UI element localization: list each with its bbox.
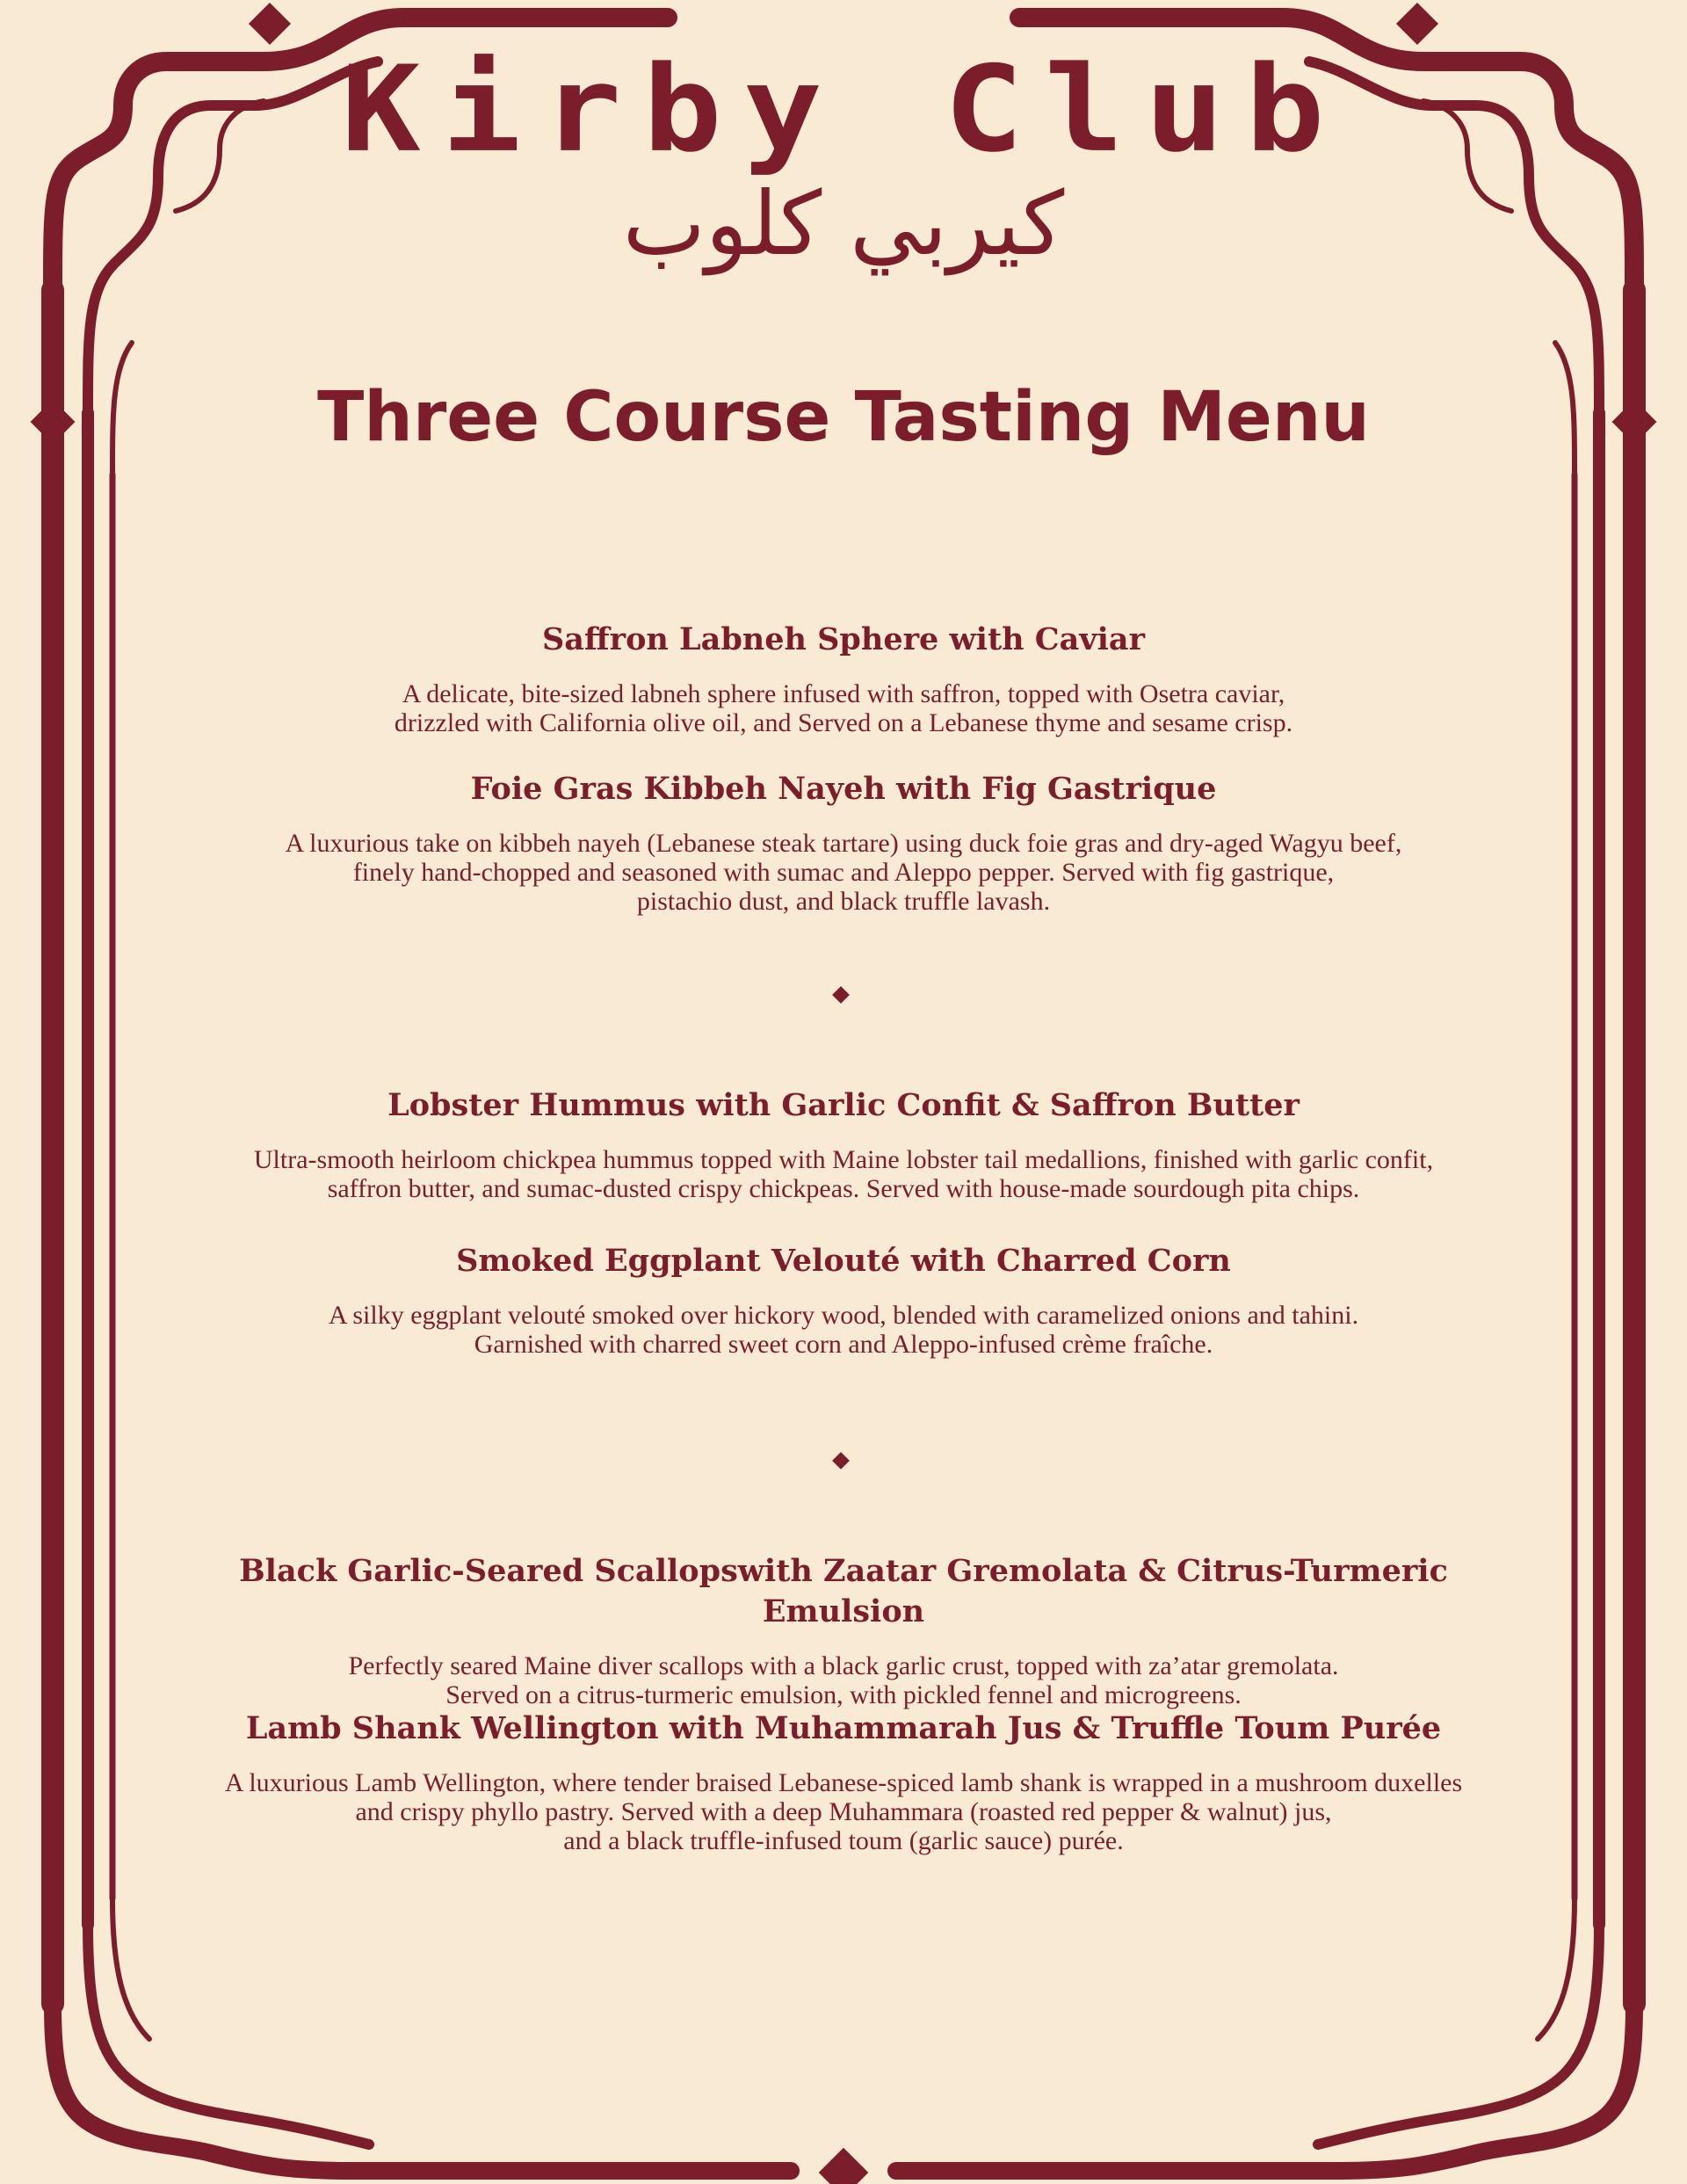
dish-item [158,620,1529,737]
dish-description: Ultra-smooth heirloom chickpea hummus topped with Maine lobster tail medallions, finished with garlic confit, saffron butter, and sumac-dusted crispy chickpeas. Served with house-made sourdough pita chips. [253,1145,1434,1203]
dish-name: Saffron Labneh Sphere with Caviar [541,621,1146,657]
dish-description: A silky eggplant velouté smoked over hickory wood, blended with caramelized onions and tahini. Garnished with charred sweet corn and Aleppo-infused crème fraîche. [328,1301,1359,1359]
dish-description: Perfectly seared Maine diver scallops with a black garlic crust, topped with za’atar gremolata. Served on a citrus-turmeric emulsion, with pickled fennel and microgreens. [348,1651,1339,1709]
dish-item [158,769,1529,916]
restaurant-logo [0,35,1687,185]
dish-name: Foie Gras Kibbeh Nayeh with Fig Gastrique [470,771,1217,807]
dish-name: Lobster Hummus with Garlic Confit & Saffron Butter [387,1087,1300,1123]
logo-latin-text: Kirby Club [341,40,1346,179]
dish-item [158,1241,1529,1359]
menu-title: Three Course Tasting Menu [317,378,1370,457]
dish-item [158,1085,1529,1203]
dish-name: Lamb Shank Wellington with Muhammarah Jus & Truffle Toum Purée [245,1710,1442,1746]
dish-item [158,1709,1529,1855]
dish-description: A luxurious take on kibbeh nayeh (Lebanese steak tartare) using duck foie gras and dry-aged Wagyu beef, finely hand-chopped and seasoned with sumac and Aleppo pepper. Served with fig gastrique, pistachio dust, and black truffle lavash. [285,829,1402,916]
dish-description: A delicate, bite-sized labneh sphere infused with saffron, topped with Osetra caviar, drizzled with California olive oil, and Served on a Lebanese thyme and sesame crisp. [394,679,1293,737]
dish-name: Black Garlic-Seared Scallopswith Zaatar Gremolata & Citrus-Turmeric Emulsion [239,1553,1448,1629]
logo-arabic-text: كيربي كلوب [622,172,1065,275]
dish-description: A luxurious Lamb Wellington, where tender braised Lebanese-spiced lamb shank is wrapped in a mushroom duxelles and crispy phyllo pastry. Served with a deep Muhammara (roasted red pepper & walnut) jus, and a black truffle-infused toum (garlic sauce) purée. [224,1768,1463,1855]
dish-item [158,1551,1529,1709]
dish-name: Smoked Eggplant Velouté with Charred Corn [456,1243,1231,1279]
